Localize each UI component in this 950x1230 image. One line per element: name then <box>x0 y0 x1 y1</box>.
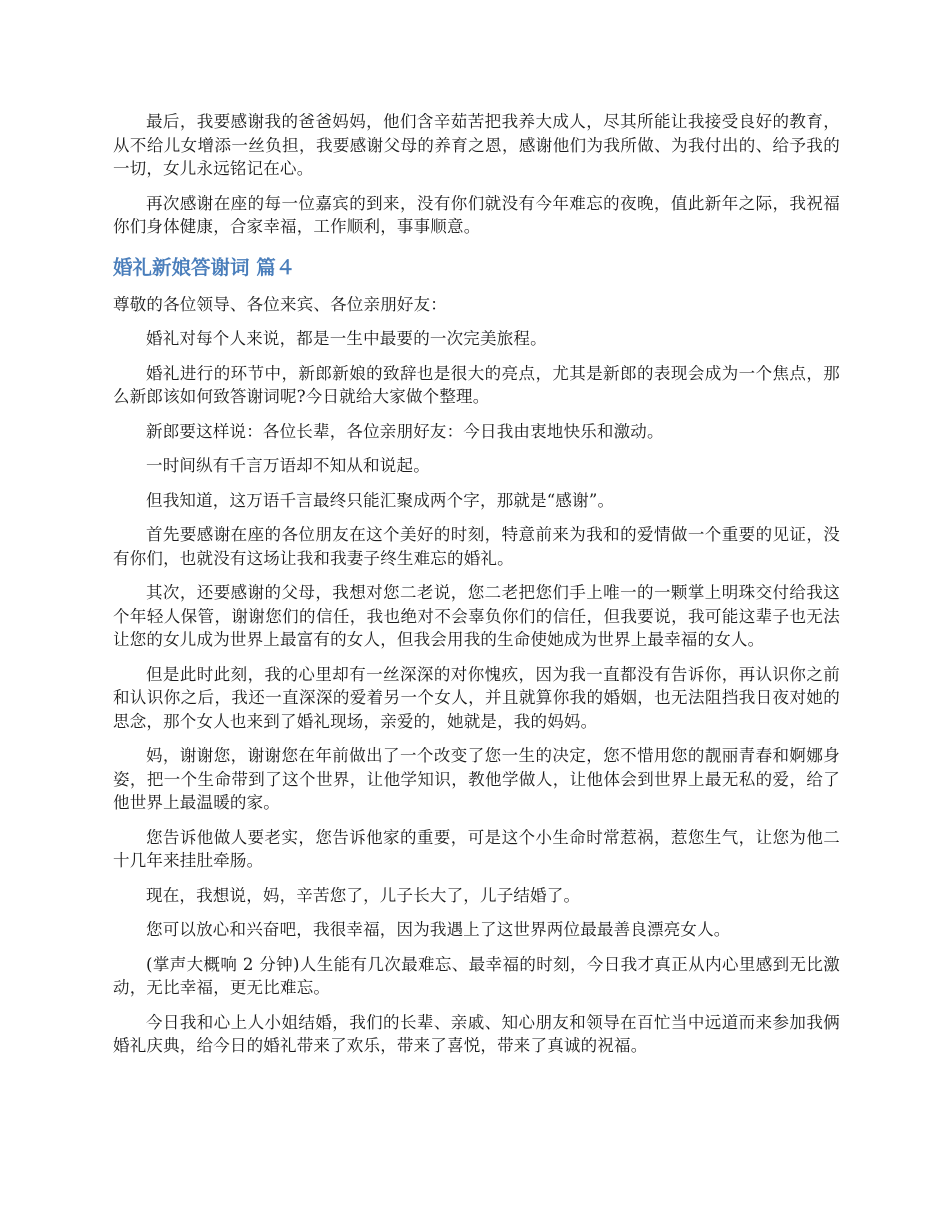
body-paragraph-2: 婚礼进行的环节中，新郎新娘的致辞也是很大的亮点，尤其是新郎的表现会成为一个焦点，那么新郎该如何致答谢词呢?今日就给大家做个整理。 <box>113 363 840 406</box>
body-paragraph-7: 其次，还要感谢的父母，我想对您二老说，您二老把您们手上唯一的一颗掌上明珠交付给我这个年轻人保管，谢谢您们的信任，我也绝对不会辜负你们的信任，但我要说，我可能这辈子也无法让您的女儿成为世界上最富有的女人，但我会用我的生命使她成为世界上最幸福的女人。 <box>113 583 840 649</box>
body-paragraph-9: 妈，谢谢您，谢谢您在年前做出了一个改变了您一生的决定，您不惜用您的靓丽青春和婀娜身姿，把一个生命带到了这个世界，让他学知识，教他学做人，让他体会到世界上最无私的爱，给了他世界上最温暖的家。 <box>113 746 840 812</box>
body-paragraph-13: (掌声大概响 2 分钟)人生能有几次最难忘、最幸福的时刻，今日我才真正从内心里感到无比激动，无比幸福，更无比难忘。 <box>113 954 840 997</box>
body-paragraph-11: 现在，我想说，妈，辛苦您了，儿子长大了，儿子结婚了。 <box>146 885 581 905</box>
body-paragraph-4: 一时间纵有千言万语却不知从和说起。 <box>146 456 430 475</box>
body-paragraph-5: 但我知道，这万语千言最终只能汇聚成两个字，那就是“感谢”。 <box>146 490 615 510</box>
body-paragraph-14: 今日我和心上人小姐结婚，我们的长辈、亲戚、知心朋友和领导在百忙当中远道而来参加我俩婚礼庆典，给今日的婚礼带来了欢乐，带来了喜悦，带来了真诚的祝福。 <box>113 1012 840 1055</box>
document-page <box>113 110 840 1069</box>
body-paragraph-6: 首先要感谢在座的各位朋友在这个美好的时刻，特意前来为我和的爱情做一个重要的见证，没有你们，也就没有这场让我和我妻子终生难忘的婚礼。 <box>113 525 840 568</box>
intro-paragraph-1: 最后，我要感谢我的爸爸妈妈，他们含辛茹苦把我养大成人，尽其所能让我接受良好的教育，从不给儿女增添一丝负担，我要感谢父母的养育之恩，感谢他们为我所做、为我付出的、给予我的一切，女儿永远铭记在心。 <box>113 112 840 178</box>
body-paragraph-12: 您可以放心和兴奋吧，我很幸福，因为我遇上了这世界两位最最善良漂亮女人。 <box>146 920 731 939</box>
intro-paragraph-2: 再次感谢在座的每一位嘉宾的到来，没有你们就没有今年难忘的夜晚，值此新年之际，我祝福你们身体健康，合家幸福，工作顺利，事事顺意。 <box>113 193 840 236</box>
body-paragraph-3: 新郎要这样说：各位长辈，各位亲朋好友：今日我由衷地快乐和激动。 <box>146 421 664 441</box>
section-heading: 婚礼新娘答谢词 篇４ <box>113 255 296 279</box>
body-paragraph-10: 您告诉他做人要老实，您告诉他家的重要，可是这个小生命时常惹祸，惹您生气，让您为他二十几年来挂肚牵肠。 <box>113 827 840 870</box>
salutation: 尊敬的各位领导、各位来宾、各位亲朋好友： <box>113 294 447 314</box>
body-paragraph-1: 婚礼对每个人来说，都是一生中最要的一次完美旅程。 <box>146 329 547 348</box>
body-paragraph-8: 但是此时此刻，我的心里却有一丝深深的对你愧疚，因为我一直都没有告诉你，再认识你之前和认识你之后，我还一直深深的爱着另一个女人，并且就算你我的婚姻，也无法阻挡我日夜对她的思念，那个女人也来到了婚礼现场，亲爱的，她就是，我的妈妈。 <box>113 664 840 731</box>
